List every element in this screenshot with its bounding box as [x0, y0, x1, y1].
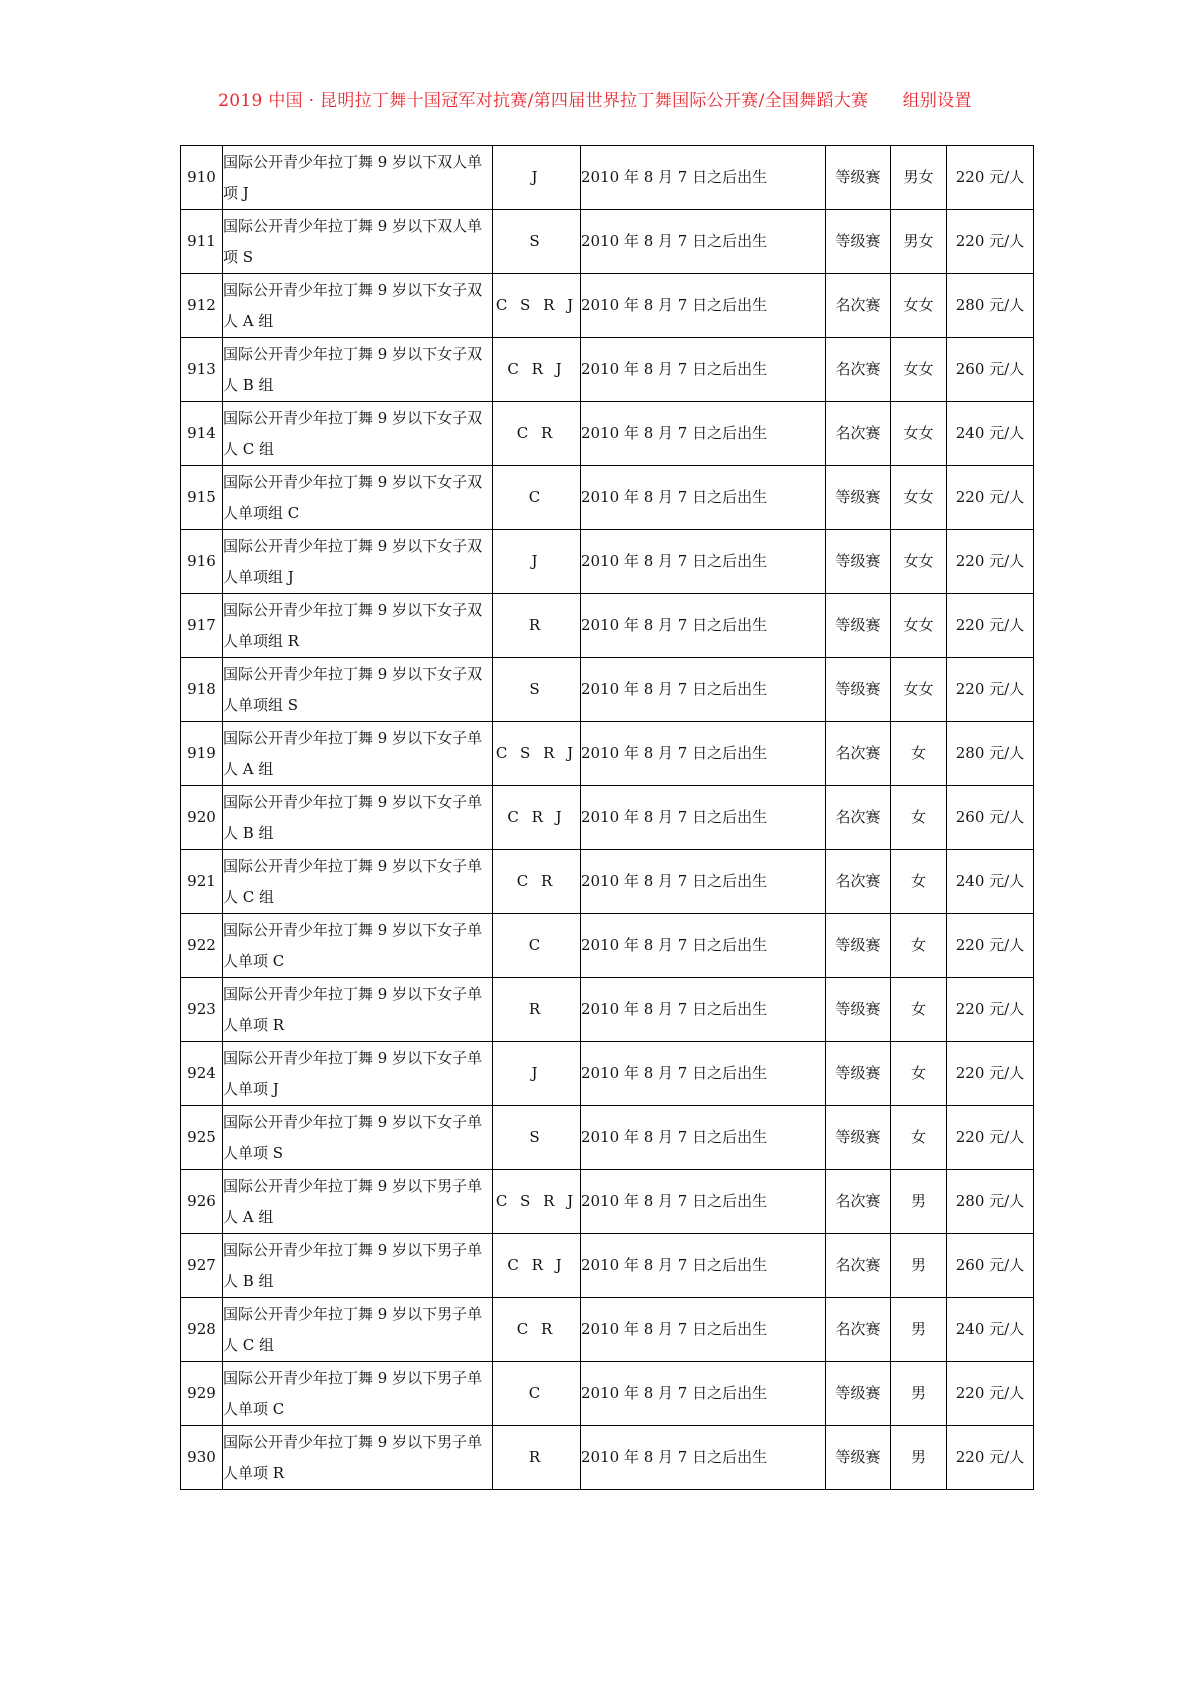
competition-type: 等级赛	[826, 658, 891, 722]
table-row	[181, 1234, 1034, 1298]
table-row	[181, 210, 1034, 274]
dance-items: C R J	[493, 786, 581, 850]
competition-type: 名次赛	[826, 850, 891, 914]
group-number: 923	[181, 978, 223, 1042]
group-number: 919	[181, 722, 223, 786]
group-name: 国际公开青少年拉丁舞 9 岁以下男子单人 C 组	[223, 1298, 493, 1362]
dance-items: C S R J	[493, 274, 581, 338]
group-number: 910	[181, 146, 223, 210]
group-name: 国际公开青少年拉丁舞 9 岁以下双人单项 S	[223, 210, 493, 274]
group-name: 国际公开青少年拉丁舞 9 岁以下女子双人单项组 R	[223, 594, 493, 658]
dance-items: S	[493, 1106, 581, 1170]
group-number: 912	[181, 274, 223, 338]
dance-items: R	[493, 594, 581, 658]
gender-requirement: 女女	[891, 466, 947, 530]
birth-requirement: 2010 年 8 月 7 日之后出生	[581, 1234, 826, 1298]
birth-requirement: 2010 年 8 月 7 日之后出生	[581, 1106, 826, 1170]
group-number: 929	[181, 1362, 223, 1426]
birth-requirement: 2010 年 8 月 7 日之后出生	[581, 1362, 826, 1426]
group-name: 国际公开青少年拉丁舞 9 岁以下女子双人 A 组	[223, 274, 493, 338]
dance-items: C S R J	[493, 1170, 581, 1234]
gender-requirement: 女女	[891, 274, 947, 338]
group-number: 914	[181, 402, 223, 466]
competition-type: 等级赛	[826, 594, 891, 658]
entry-fee: 220 元/人	[947, 210, 1034, 274]
gender-requirement: 女女	[891, 530, 947, 594]
group-name: 国际公开青少年拉丁舞 9 岁以下女子单人单项 R	[223, 978, 493, 1042]
entry-fee: 280 元/人	[947, 274, 1034, 338]
entry-fee: 260 元/人	[947, 1234, 1034, 1298]
entry-fee: 220 元/人	[947, 1042, 1034, 1106]
group-number: 915	[181, 466, 223, 530]
table-row	[181, 1298, 1034, 1362]
group-table	[180, 145, 1034, 1490]
birth-requirement: 2010 年 8 月 7 日之后出生	[581, 210, 826, 274]
gender-requirement: 女女	[891, 658, 947, 722]
entry-fee: 260 元/人	[947, 786, 1034, 850]
gender-requirement: 男	[891, 1298, 947, 1362]
birth-requirement: 2010 年 8 月 7 日之后出生	[581, 850, 826, 914]
table-row	[181, 1106, 1034, 1170]
group-number: 924	[181, 1042, 223, 1106]
entry-fee: 240 元/人	[947, 402, 1034, 466]
dance-items: C	[493, 1362, 581, 1426]
dance-items: C R	[493, 850, 581, 914]
gender-requirement: 男女	[891, 146, 947, 210]
group-name: 国际公开青少年拉丁舞 9 岁以下女子单人 B 组	[223, 786, 493, 850]
gender-requirement: 男	[891, 1426, 947, 1490]
entry-fee: 280 元/人	[947, 1170, 1034, 1234]
gender-requirement: 女	[891, 850, 947, 914]
table-row	[181, 786, 1034, 850]
competition-type: 名次赛	[826, 1170, 891, 1234]
table-row	[181, 466, 1034, 530]
group-number: 916	[181, 530, 223, 594]
competition-type: 等级赛	[826, 978, 891, 1042]
dance-items: J	[493, 1042, 581, 1106]
dance-items: C	[493, 914, 581, 978]
table-row	[181, 274, 1034, 338]
competition-type: 名次赛	[826, 1234, 891, 1298]
competition-type: 等级赛	[826, 1362, 891, 1426]
dance-items: J	[493, 530, 581, 594]
table-row	[181, 402, 1034, 466]
competition-type: 等级赛	[826, 530, 891, 594]
entry-fee: 220 元/人	[947, 1426, 1034, 1490]
table-row	[181, 338, 1034, 402]
gender-requirement: 女女	[891, 402, 947, 466]
gender-requirement: 女	[891, 978, 947, 1042]
table-row	[181, 722, 1034, 786]
group-number: 911	[181, 210, 223, 274]
competition-type: 等级赛	[826, 1042, 891, 1106]
entry-fee: 220 元/人	[947, 594, 1034, 658]
page-title: 2019 中国 · 昆明拉丁舞十国冠军对抗赛/第四届世界拉丁舞国际公开赛/全国舞蹈大赛 组别设置	[218, 91, 972, 111]
group-name: 国际公开青少年拉丁舞 9 岁以下女子单人单项 C	[223, 914, 493, 978]
gender-requirement: 女女	[891, 338, 947, 402]
entry-fee: 260 元/人	[947, 338, 1034, 402]
entry-fee: 220 元/人	[947, 1362, 1034, 1426]
table-row	[181, 594, 1034, 658]
entry-fee: 220 元/人	[947, 530, 1034, 594]
table-row	[181, 1362, 1034, 1426]
competition-type: 名次赛	[826, 786, 891, 850]
birth-requirement: 2010 年 8 月 7 日之后出生	[581, 786, 826, 850]
birth-requirement: 2010 年 8 月 7 日之后出生	[581, 594, 826, 658]
birth-requirement: 2010 年 8 月 7 日之后出生	[581, 978, 826, 1042]
gender-requirement: 男	[891, 1362, 947, 1426]
competition-type: 等级赛	[826, 914, 891, 978]
entry-fee: 280 元/人	[947, 722, 1034, 786]
dance-items: C R J	[493, 338, 581, 402]
entry-fee: 220 元/人	[947, 466, 1034, 530]
group-number: 922	[181, 914, 223, 978]
group-name: 国际公开青少年拉丁舞 9 岁以下女子单人 A 组	[223, 722, 493, 786]
competition-type: 等级赛	[826, 146, 891, 210]
table-row	[181, 978, 1034, 1042]
table-row	[181, 850, 1034, 914]
group-number: 918	[181, 658, 223, 722]
competition-type: 等级赛	[826, 210, 891, 274]
birth-requirement: 2010 年 8 月 7 日之后出生	[581, 658, 826, 722]
group-name: 国际公开青少年拉丁舞 9 岁以下男子单人单项 C	[223, 1362, 493, 1426]
competition-type: 名次赛	[826, 722, 891, 786]
birth-requirement: 2010 年 8 月 7 日之后出生	[581, 274, 826, 338]
table-row	[181, 1042, 1034, 1106]
gender-requirement: 男女	[891, 210, 947, 274]
birth-requirement: 2010 年 8 月 7 日之后出生	[581, 338, 826, 402]
group-number: 920	[181, 786, 223, 850]
dance-items: C S R J	[493, 722, 581, 786]
group-table-body	[181, 146, 1034, 1490]
group-name: 国际公开青少年拉丁舞 9 岁以下女子双人单项组 S	[223, 658, 493, 722]
birth-requirement: 2010 年 8 月 7 日之后出生	[581, 1426, 826, 1490]
birth-requirement: 2010 年 8 月 7 日之后出生	[581, 1298, 826, 1362]
table-row	[181, 530, 1034, 594]
gender-requirement: 女	[891, 786, 947, 850]
dance-items: S	[493, 658, 581, 722]
group-number: 925	[181, 1106, 223, 1170]
group-number: 921	[181, 850, 223, 914]
entry-fee: 220 元/人	[947, 914, 1034, 978]
birth-requirement: 2010 年 8 月 7 日之后出生	[581, 1042, 826, 1106]
entry-fee: 240 元/人	[947, 850, 1034, 914]
gender-requirement: 女女	[891, 594, 947, 658]
group-name: 国际公开青少年拉丁舞 9 岁以下女子双人 B 组	[223, 338, 493, 402]
group-name: 国际公开青少年拉丁舞 9 岁以下男子单人 B 组	[223, 1234, 493, 1298]
entry-fee: 220 元/人	[947, 146, 1034, 210]
gender-requirement: 女	[891, 722, 947, 786]
dance-items: C	[493, 466, 581, 530]
birth-requirement: 2010 年 8 月 7 日之后出生	[581, 530, 826, 594]
group-number: 926	[181, 1170, 223, 1234]
competition-type: 名次赛	[826, 1298, 891, 1362]
competition-type: 名次赛	[826, 274, 891, 338]
gender-requirement: 女	[891, 1106, 947, 1170]
gender-requirement: 女	[891, 914, 947, 978]
group-name: 国际公开青少年拉丁舞 9 岁以下双人单项 J	[223, 146, 493, 210]
group-name: 国际公开青少年拉丁舞 9 岁以下女子双人单项组 C	[223, 466, 493, 530]
group-number: 930	[181, 1426, 223, 1490]
dance-items: C R J	[493, 1234, 581, 1298]
dance-items: C R	[493, 1298, 581, 1362]
gender-requirement: 男	[891, 1170, 947, 1234]
group-number: 917	[181, 594, 223, 658]
entry-fee: 220 元/人	[947, 978, 1034, 1042]
entry-fee: 240 元/人	[947, 1298, 1034, 1362]
dance-items: R	[493, 978, 581, 1042]
dance-items: J	[493, 146, 581, 210]
group-number: 928	[181, 1298, 223, 1362]
birth-requirement: 2010 年 8 月 7 日之后出生	[581, 402, 826, 466]
competition-type: 等级赛	[826, 466, 891, 530]
dance-items: C R	[493, 402, 581, 466]
table-row	[181, 1170, 1034, 1234]
group-name: 国际公开青少年拉丁舞 9 岁以下女子双人 C 组	[223, 402, 493, 466]
competition-type: 名次赛	[826, 402, 891, 466]
birth-requirement: 2010 年 8 月 7 日之后出生	[581, 466, 826, 530]
group-number: 913	[181, 338, 223, 402]
group-name: 国际公开青少年拉丁舞 9 岁以下女子双人单项组 J	[223, 530, 493, 594]
entry-fee: 220 元/人	[947, 658, 1034, 722]
table-row	[181, 146, 1034, 210]
table-row	[181, 914, 1034, 978]
gender-requirement: 女	[891, 1042, 947, 1106]
group-name: 国际公开青少年拉丁舞 9 岁以下男子单人单项 R	[223, 1426, 493, 1490]
dance-items: R	[493, 1426, 581, 1490]
group-name: 国际公开青少年拉丁舞 9 岁以下男子单人 A 组	[223, 1170, 493, 1234]
birth-requirement: 2010 年 8 月 7 日之后出生	[581, 146, 826, 210]
group-name: 国际公开青少年拉丁舞 9 岁以下女子单人单项 S	[223, 1106, 493, 1170]
table-row	[181, 1426, 1034, 1490]
group-name: 国际公开青少年拉丁舞 9 岁以下女子单人单项 J	[223, 1042, 493, 1106]
table-row	[181, 658, 1034, 722]
birth-requirement: 2010 年 8 月 7 日之后出生	[581, 914, 826, 978]
group-name: 国际公开青少年拉丁舞 9 岁以下女子单人 C 组	[223, 850, 493, 914]
competition-type: 等级赛	[826, 1106, 891, 1170]
group-number: 927	[181, 1234, 223, 1298]
dance-items: S	[493, 210, 581, 274]
competition-type: 名次赛	[826, 338, 891, 402]
birth-requirement: 2010 年 8 月 7 日之后出生	[581, 1170, 826, 1234]
gender-requirement: 男	[891, 1234, 947, 1298]
competition-type: 等级赛	[826, 1426, 891, 1490]
birth-requirement: 2010 年 8 月 7 日之后出生	[581, 722, 826, 786]
entry-fee: 220 元/人	[947, 1106, 1034, 1170]
